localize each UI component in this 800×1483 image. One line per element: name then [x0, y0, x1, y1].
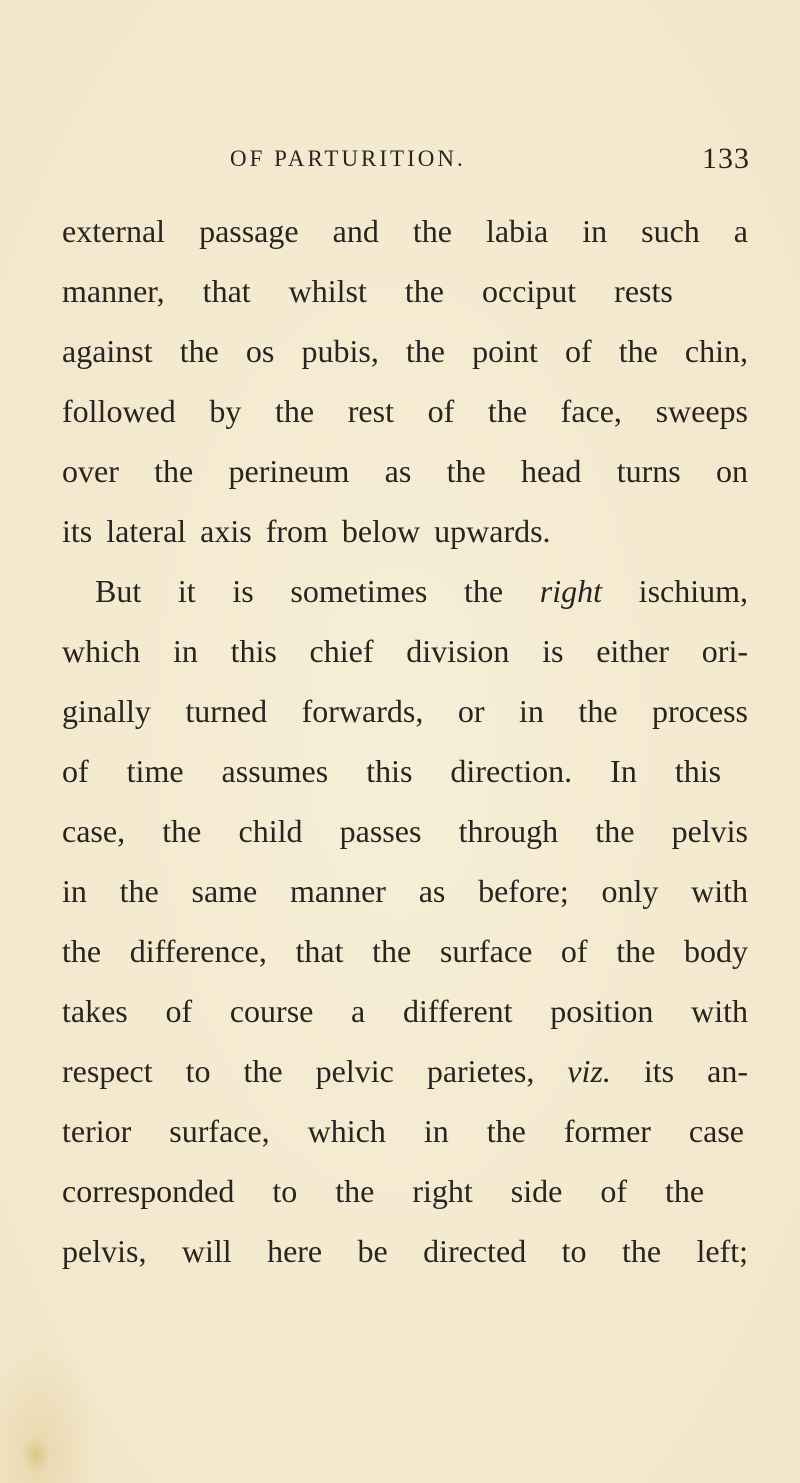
- line-segment: But it is sometimes the: [95, 573, 540, 609]
- text-line: [62, 441, 748, 501]
- text-line: [62, 261, 748, 321]
- line-text: [95, 561, 748, 621]
- line-segment: ischium,: [602, 573, 749, 609]
- text-line: [62, 501, 748, 561]
- line-text: in the same manner as before; only with: [62, 873, 748, 909]
- text-line: [62, 1221, 748, 1281]
- line-text: terior surface, which in the former case: [62, 1113, 744, 1149]
- text-line: [62, 201, 748, 261]
- italic-word: right: [539, 573, 602, 609]
- line-text: case, the child passes through the pelvis: [62, 813, 748, 849]
- text-line: [62, 981, 748, 1041]
- italic-word: viz.: [567, 1053, 611, 1089]
- text-line: [62, 741, 748, 801]
- line-segment: respect to the pelvic parietes,: [62, 1053, 568, 1089]
- page-number: 133: [702, 142, 750, 175]
- line-text: its lateral axis from below upwards.: [62, 513, 551, 549]
- line-segment: its an-: [610, 1053, 749, 1089]
- text-line: [62, 381, 748, 441]
- line-text: manner, that whilst the occiput rests: [62, 273, 673, 309]
- text-line: [62, 1041, 748, 1101]
- line-text: over the perineum as the head turns on: [62, 453, 748, 489]
- text-line: [62, 561, 748, 621]
- line-text: against the os pubis, the point of the chin,: [62, 333, 748, 369]
- running-title: OF PARTURITION.: [230, 146, 466, 171]
- text-line: [62, 681, 748, 741]
- line-text: [62, 1041, 748, 1101]
- line-text: which in this chief division is either ori-: [62, 633, 748, 669]
- text-line: [62, 1101, 748, 1161]
- paper-stain: [22, 1435, 50, 1475]
- line-text: external passage and the labia in such a: [62, 213, 748, 249]
- line-text: the difference, that the surface of the body: [62, 933, 748, 969]
- line-text: pelvis, will here be directed to the left;: [62, 1233, 748, 1269]
- text-line: [62, 621, 748, 681]
- running-head: [230, 142, 750, 182]
- line-text: corresponded to the right side of the: [62, 1173, 705, 1209]
- text-line: [62, 801, 748, 861]
- line-text: takes of course a different position with: [62, 993, 748, 1029]
- text-line: [62, 321, 748, 381]
- line-text: ginally turned forwards, or in the process: [62, 693, 748, 729]
- text-line: [62, 1161, 748, 1221]
- text-line: [62, 861, 748, 921]
- line-text: followed by the rest of the face, sweeps: [62, 393, 748, 429]
- body-text: [62, 201, 748, 1281]
- line-text: of time assumes this direction. In this: [62, 753, 722, 789]
- text-line: [62, 921, 748, 981]
